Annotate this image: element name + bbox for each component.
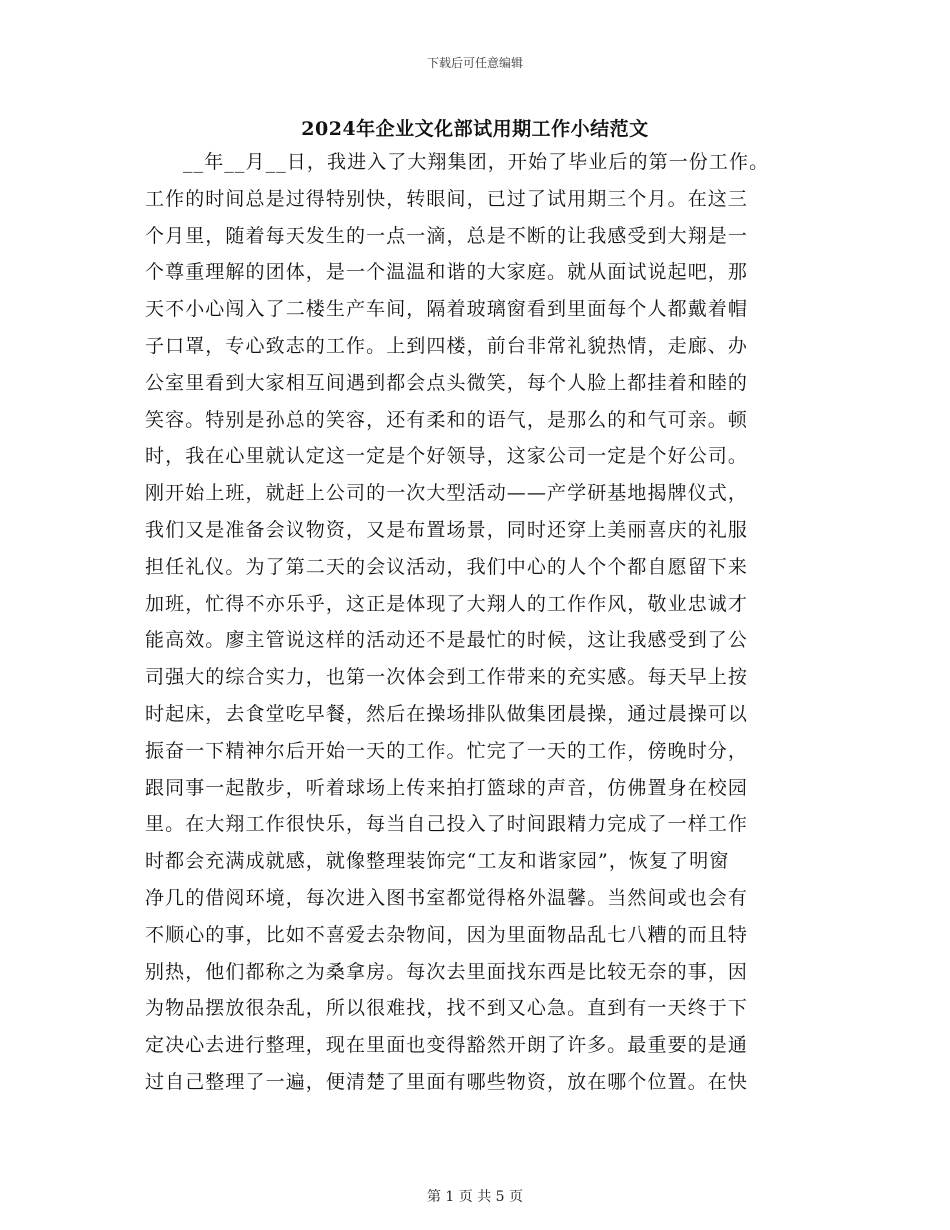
body-line: 公室里看到大家相互间遇到都会点头微笑，每个人脸上都挂着和睦的	[145, 371, 749, 394]
body-line: 里。在大翔工作很快乐，每当自己投入了时间跟精力完成了一样工作	[145, 813, 749, 836]
body-line: 司强大的综合实力，也第一次体会到工作带来的充实感。每天早上按	[145, 666, 749, 689]
body-line: 天不小心闯入了二楼生产车间，隔着玻璃窗看到里面每个人都戴着帽	[145, 298, 749, 321]
body-line: 个尊重理解的团体，是一个温温和谐的大家庭。就从面试说起吧，那	[145, 261, 749, 284]
body-line: 加班，忙得不亦乐乎，这正是体现了大翔人的工作作风，敬业忠诚才	[145, 592, 749, 615]
body-line: 能高效。廖主管说这样的活动还不是最忙的时候，这让我感受到了公	[145, 629, 749, 652]
body-line: 过自己整理了一遍，便清楚了里面有哪些物资，放在哪个位置。在快	[145, 1070, 749, 1093]
body-line: 个月里，随着每天发生的一点一滴，总是不断的让我感受到大翔是一	[145, 224, 749, 247]
body-line: 担任礼仪。为了第二天的会议活动，我们中心的人个个都自愿留下来	[145, 555, 749, 578]
body-line: __年__月__日，我进入了大翔集团，开始了毕业后的第一份工作。	[183, 151, 770, 173]
document-body	[145, 144, 805, 1101]
body-line: 刚开始上班，就赶上公司的一次大型活动——产学研基地揭牌仪式，	[145, 482, 749, 505]
body-line: 我们又是准备会议物资，又是布置场景，同时还穿上美丽喜庆的礼服	[145, 518, 749, 541]
body-line: 为物品摆放很杂乱，所以很难找，找不到又心急。直到有一天终于下	[145, 997, 749, 1020]
header-note: 下载后可任意编辑	[426, 56, 523, 70]
body-line: 跟同事一起散步，听着球场上传来拍打篮球的声音，仿佛置身在校园	[145, 776, 749, 799]
body-line: 时都会充满成就感，就像整理装饰完“工友和谐家园”，恢复了明窗	[145, 850, 730, 873]
document-title: 2024年企业文化部试用期工作小结范文	[301, 118, 649, 140]
body-line: 不顺心的事，比如不喜爱去杂物间，因为里面物品乱七八糟的而且特	[145, 923, 749, 946]
body-line: 时起床，去食堂吃早餐，然后在操场排队做集团晨操，通过晨操可以	[145, 702, 749, 725]
body-line: 别热，他们都称之为桑拿房。每次去里面找东西是比较无奈的事，因	[145, 960, 749, 983]
body-line: 工作的时间总是过得特别快，转眼间，已过了试用期三个月。在这三	[145, 187, 749, 210]
page-number: 第 1 页 共 5 页	[426, 1189, 524, 1205]
body-line: 振奋一下精神尔后开始一天的工作。忙完了一天的工作，傍晚时分，	[145, 739, 749, 762]
body-line: 定决心去进行整理，现在里面也变得豁然开朗了许多。最重要的是通	[145, 1034, 749, 1057]
body-line: 笑容。特别是孙总的笑容，还有柔和的语气，是那么的和气可亲。顿	[145, 408, 749, 431]
body-line: 净几的借阅环境，每次进入图书室都觉得格外温馨。当然间或也会有	[145, 886, 749, 909]
body-line: 时，我在心里就认定这一定是个好领导，这家公司一定是个好公司。	[145, 445, 749, 468]
body-line: 子口罩，专心致志的工作。上到四楼，前台非常礼貌热情，走廊、办	[145, 334, 749, 357]
